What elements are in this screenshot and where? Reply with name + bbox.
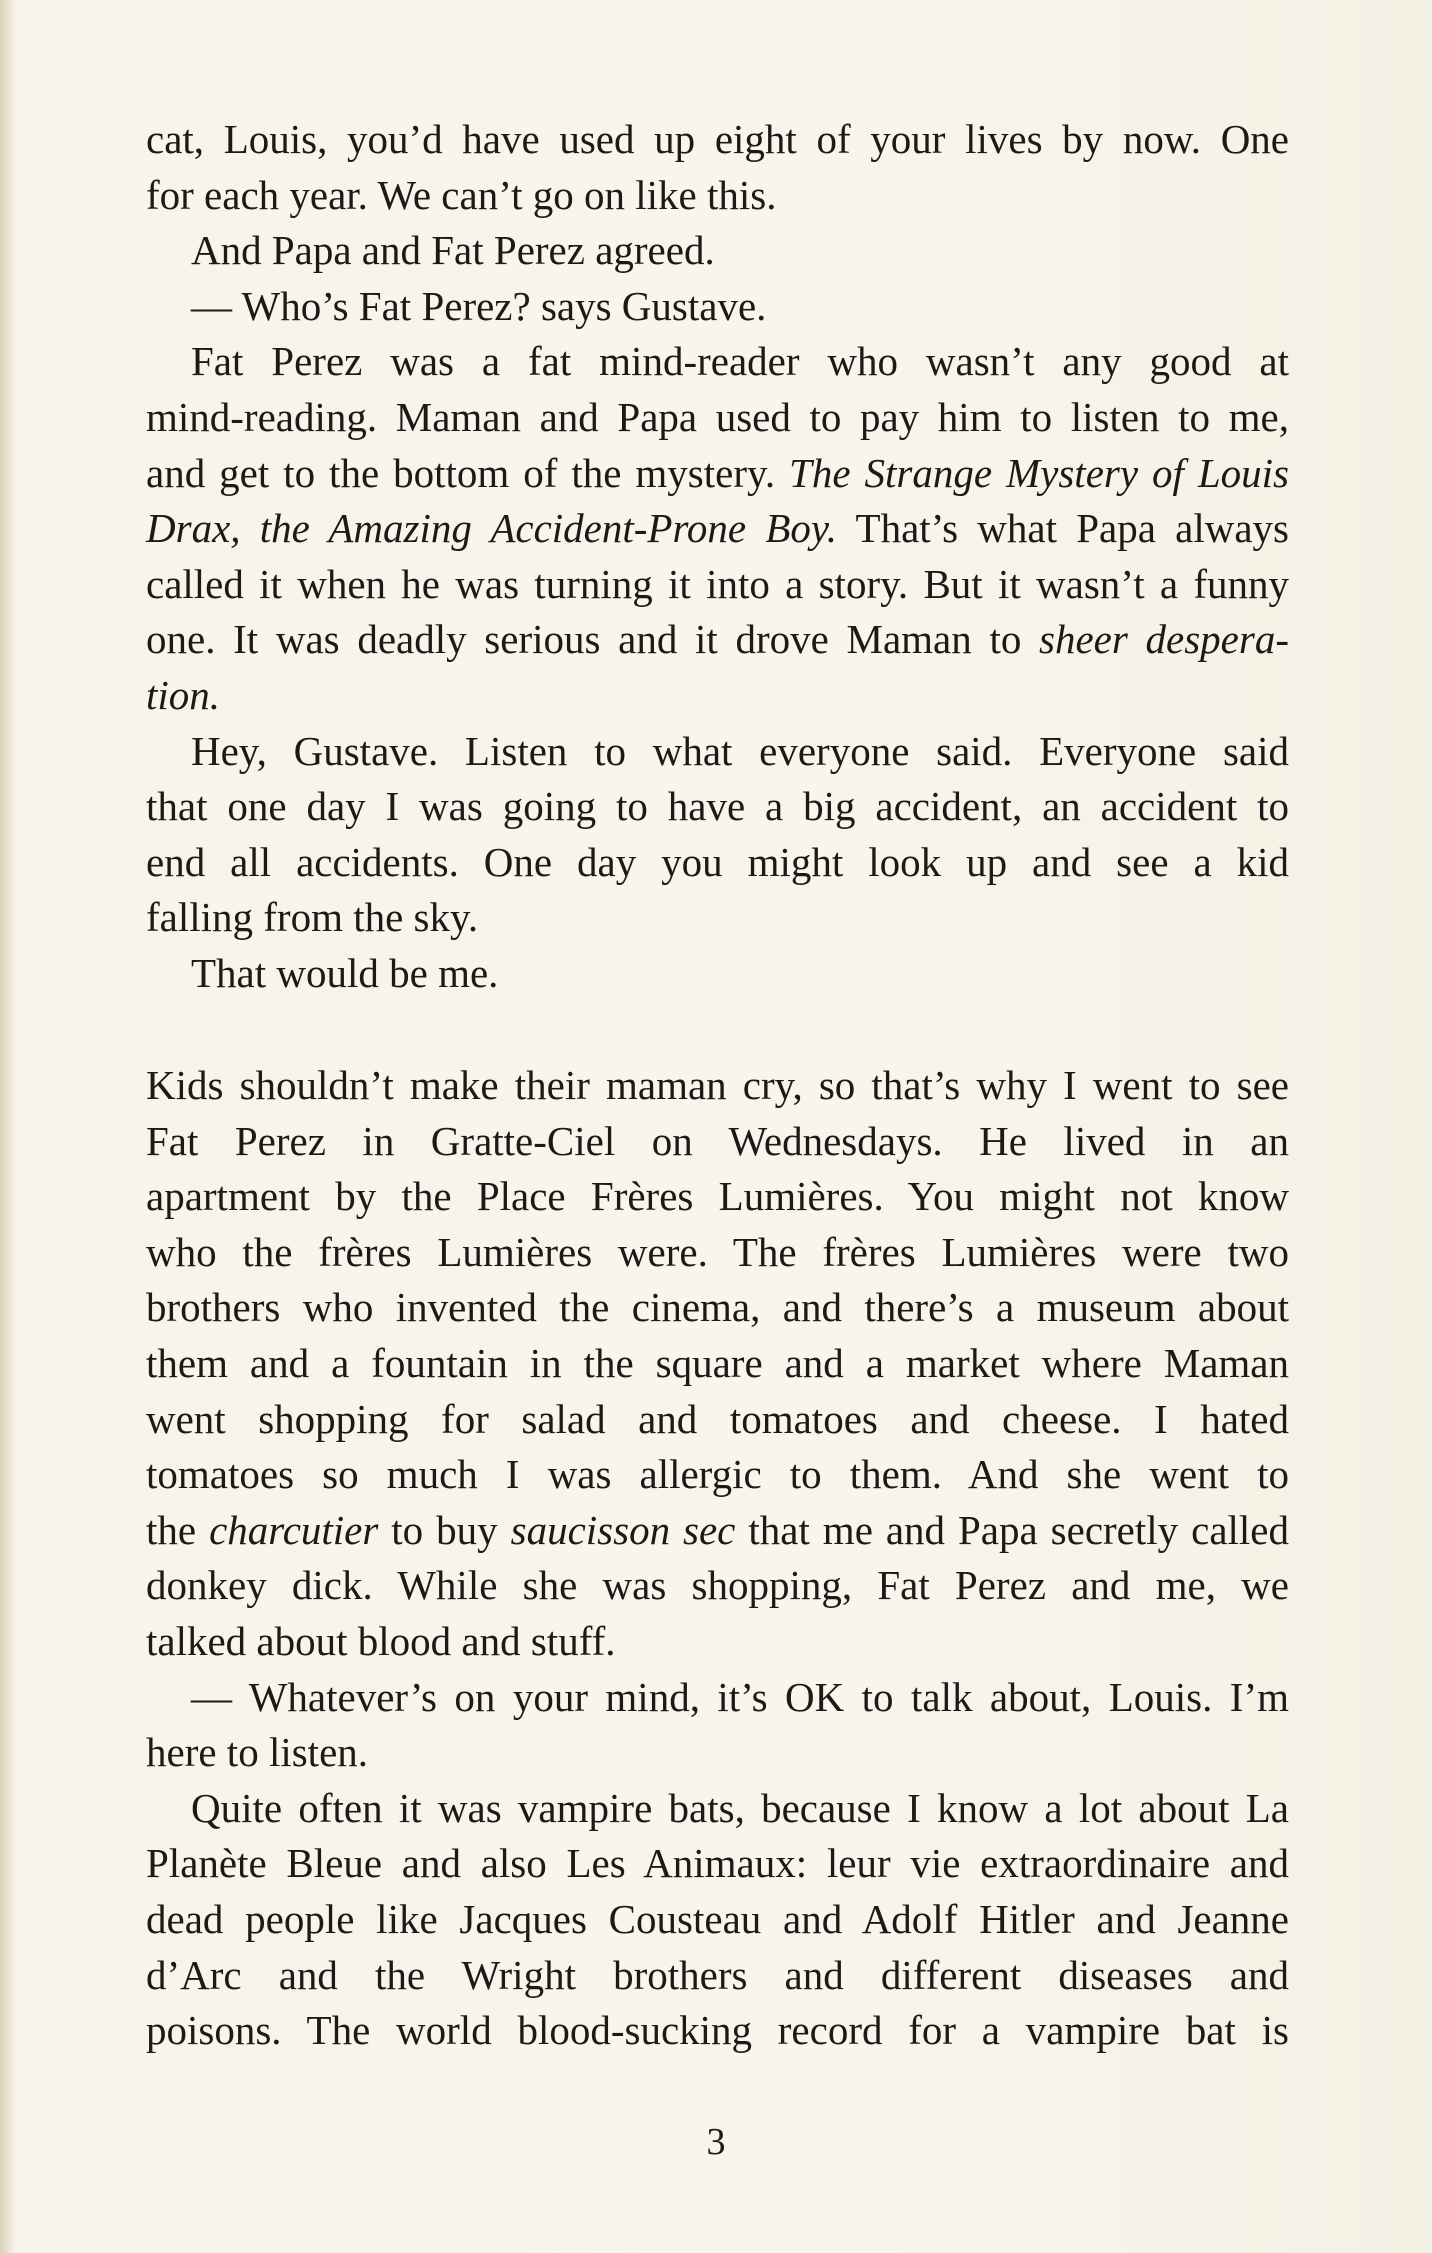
text-line: talked about blood and stuff. <box>146 1617 616 1664</box>
text-line: d’Arc and the Wright brothers and different diseases and <box>146 1951 1289 1998</box>
text-line: cat, Louis, you’d have used up eight of your lives by now. One <box>146 116 1289 162</box>
text-line: tomatoes so much I was allergic to them. And she went to <box>146 1451 1289 1498</box>
italic-word: charcutier <box>209 1506 379 1553</box>
text-line: apartment by the Place Frères Lumières. You might not know <box>146 1173 1289 1220</box>
text-line: falling from the sky. <box>146 894 479 941</box>
text-line: And Papa and Fat Perez agreed. <box>191 227 715 274</box>
text-line: end all accidents. One day you might look up and see a kid <box>146 838 1289 885</box>
text-line: brothers who invented the cinema, and there’s a museum about <box>146 1284 1289 1331</box>
text-line: That would be me. <box>191 949 499 996</box>
text-line: Planète Bleue and also Les Animaux: leur vie extraordinaire and <box>146 1840 1289 1887</box>
page-number: 3 <box>706 2121 726 2163</box>
text-segment: to buy <box>378 1506 511 1553</box>
text-segment: that me and Papa secretly called <box>735 1506 1289 1553</box>
text-segment: and get to the bottom of the mystery. <box>146 449 790 496</box>
text-line: Fat Perez in Gratte-Ciel on Wednesdays. He lived in an <box>146 1117 1289 1164</box>
italic-phrase: sheer despera- <box>1039 616 1289 663</box>
text-segment: That’s what Papa always <box>837 505 1289 552</box>
text-line: for each year. We can’t go on like this. <box>146 171 777 218</box>
text-segment: one. It was deadly serious and it drove Maman to <box>146 616 1040 663</box>
text-line: — Who’s Fat Perez? says Gustave. <box>191 282 767 329</box>
text-line <box>146 612 1289 668</box>
text-line: here to listen. <box>146 1729 369 1776</box>
text-line <box>146 668 1289 724</box>
text-line: donkey dick. While she was shopping, Fat Perez and me, we <box>146 1562 1289 1609</box>
text-line: who the frères Lumières were. The frères Lumières were two <box>146 1228 1289 1275</box>
text-line: them and a fountain in the square and a market where Maman <box>146 1339 1289 1386</box>
text-line: mind-reading. Maman and Papa used to pay him to listen to me, <box>146 393 1289 440</box>
page-gutter-shadow <box>0 0 14 2253</box>
text-segment: the <box>146 1506 210 1553</box>
book-title-italic: The Strange Mystery of Louis <box>789 449 1289 496</box>
text-line <box>146 446 1289 502</box>
text-line: dead people like Jacques Cousteau and Adolf Hitler and Jeanne <box>146 1895 1289 1942</box>
text-line: Quite often it was vampire bats, because I know a lot about La <box>191 1784 1289 1831</box>
italic-phrase: tion. <box>146 671 221 718</box>
text-line: Hey, Gustave. Listen to what everyone said. Everyone said <box>191 727 1289 774</box>
text-line: that one day I was going to have a big accident, an accident to <box>146 783 1289 830</box>
text-line: called it when he was turning it into a story. But it wasn’t a funny <box>146 560 1289 607</box>
text-line: poisons. The world blood-sucking record for a vampire bat is <box>146 2007 1289 2054</box>
text-line <box>146 1503 1289 1559</box>
text-block-1 <box>146 112 1289 1002</box>
text-line: Kids shouldn’t make their maman cry, so that’s why I went to see <box>146 1062 1289 1108</box>
text-line: went shopping for salad and tomatoes and cheese. I hated <box>146 1395 1289 1442</box>
italic-word: saucisson sec <box>510 1506 736 1553</box>
text-line: Fat Perez was a fat mind-reader who wasn’t any good at <box>191 338 1289 385</box>
text-line: — Whatever’s on your mind, it’s OK to talk about, Louis. I’m <box>191 1673 1289 1720</box>
text-block-2 <box>146 1058 1289 2059</box>
text-line <box>146 501 1289 557</box>
book-title-italic: Drax, the Amazing Accident-Prone Boy. <box>146 505 838 552</box>
